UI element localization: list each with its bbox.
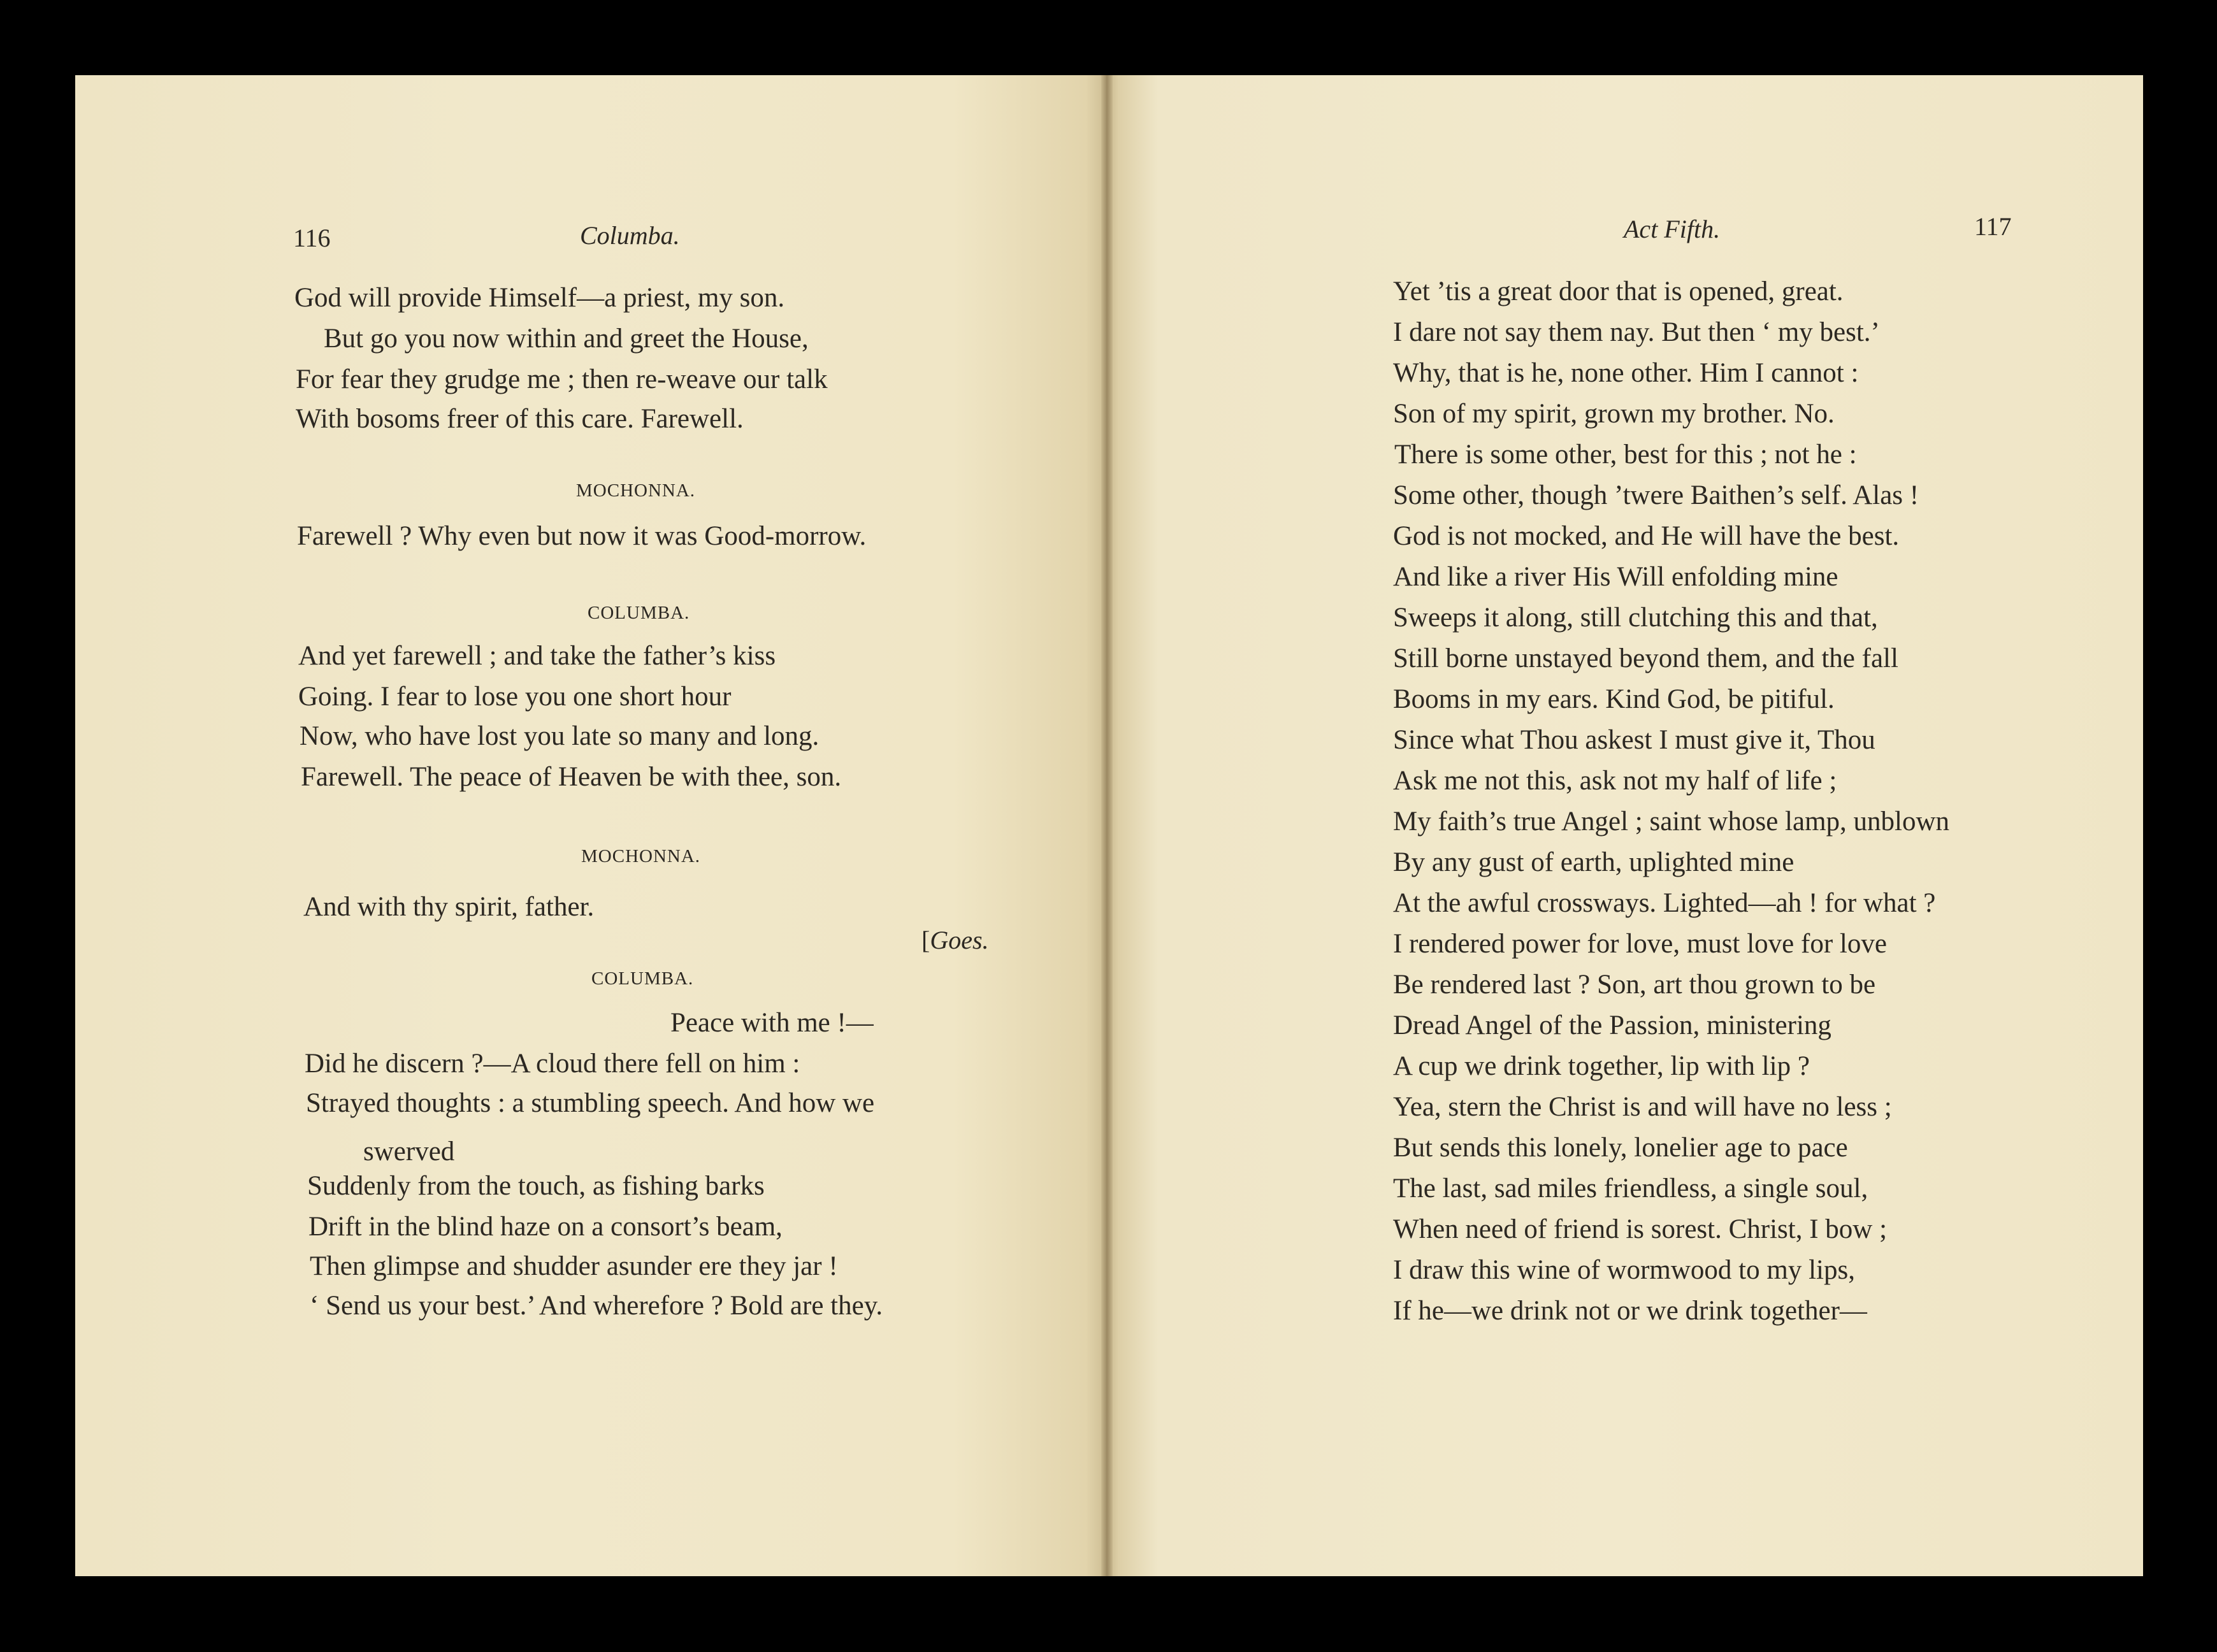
- page-number-left: 116: [293, 224, 331, 252]
- left-page: [75, 75, 1106, 1576]
- verse-line: ‘ Send us your best.’ And wherefore ? Bold are they.: [310, 1291, 883, 1321]
- verse-line: I rendered power for love, must love for love: [1393, 929, 1887, 959]
- verse-line: There is some other, best for this ; not he :: [1394, 440, 1857, 470]
- verse-line: By any gust of earth, uplighted mine: [1393, 847, 1795, 877]
- verse-line: My faith’s true Angel ; saint whose lamp, unblown: [1393, 807, 1950, 837]
- verse-line: Some other, though ’twere Baithen’s self. Alas !: [1393, 480, 1919, 510]
- open-book: [75, 75, 2143, 1576]
- verse-line: Did he discern ?—A cloud there fell on him :: [305, 1049, 800, 1079]
- page-number-right: 117: [1974, 212, 2012, 241]
- verse-line: Booms in my ears. Kind God, be pitiful.: [1393, 684, 1835, 714]
- verse-line: Farewell. The peace of Heaven be with thee, son.: [301, 762, 842, 792]
- verse-line: But sends this lonely, lonelier age to pace: [1393, 1133, 1848, 1163]
- verse-line: Going. I fear to lose you one short hour: [298, 682, 732, 712]
- right-page: [1106, 75, 2143, 1576]
- verse-line: Farewell ? Why even but now it was Good-morrow.: [297, 521, 867, 551]
- verse-line: Now, who have lost you late so many and long.: [300, 721, 820, 751]
- verse-line: If he—we drink not or we drink together—: [1393, 1296, 1867, 1326]
- speaker-name: COLUMBA.: [588, 603, 690, 623]
- verse-line: Peace with me !—: [670, 1008, 874, 1038]
- verse-line: Strayed thoughts : a stumbling speech. And how we: [306, 1088, 875, 1118]
- verse-line: Then glimpse and shudder asunder ere they jar !: [310, 1251, 838, 1281]
- verse-line: Sweeps it along, still clutching this and that,: [1393, 603, 1878, 633]
- verse-line: And yet farewell ; and take the father’s kiss: [298, 641, 776, 671]
- verse-line: When need of friend is sorest. Christ, I bow ;: [1393, 1214, 1888, 1244]
- running-head-left: Columba.: [580, 221, 680, 250]
- verse-line: But go you now within and greet the House,: [324, 324, 809, 354]
- stage-direction: [Goes.: [921, 926, 989, 954]
- verse-line: And like a river His Will enfolding mine: [1393, 562, 1838, 592]
- verse-line: Since what Thou askest I must give it, Thou: [1393, 725, 1875, 755]
- stage-direction-text: Goes.: [930, 926, 989, 954]
- book-gutter: [1101, 75, 1113, 1576]
- verse-line: A cup we drink together, lip with lip ?: [1393, 1051, 1810, 1081]
- verse-line: Be rendered last ? Son, art thou grown to be: [1393, 970, 1876, 1000]
- verse-line: And with thy spirit, father.: [303, 892, 595, 922]
- verse-line: Yea, stern the Christ is and will have no less ;: [1393, 1092, 1892, 1122]
- verse-line: Why, that is he, none other. Him I cannot :: [1393, 358, 1859, 388]
- verse-line: Yet ’tis a great door that is opened, great.: [1393, 277, 1844, 306]
- speaker-name: COLUMBA.: [591, 968, 694, 989]
- verse-line: swerved: [363, 1137, 455, 1167]
- verse-line: Son of my spirit, grown my brother. No.: [1393, 399, 1835, 429]
- verse-line: God will provide Himself—a priest, my son.: [294, 283, 785, 313]
- running-head-right: Act Fifth.: [1624, 215, 1721, 243]
- speaker-name: MOCHONNA.: [581, 846, 701, 866]
- verse-line: Ask me not this, ask not my half of life ;: [1393, 766, 1837, 796]
- verse-line: Still borne unstayed beyond them, and the fall: [1393, 643, 1898, 673]
- verse-line: I dare not say them nay. But then ‘ my best.’: [1393, 317, 1880, 347]
- verse-line: God is not mocked, and He will have the best.: [1393, 521, 1900, 551]
- verse-line: Dread Angel of the Passion, ministering: [1393, 1010, 1831, 1040]
- speaker-name: MOCHONNA.: [576, 480, 696, 501]
- verse-line: The last, sad miles friendless, a single soul,: [1393, 1174, 1868, 1203]
- verse-line: Drift in the blind haze on a consort’s beam,: [308, 1212, 783, 1242]
- verse-line: At the awful crossways. Lighted—ah ! for what ?: [1393, 888, 1936, 918]
- verse-line: I draw this wine of wormwood to my lips,: [1393, 1255, 1855, 1285]
- verse-line: For fear they grudge me ; then re-weave our talk: [296, 364, 828, 394]
- verse-line: With bosoms freer of this care. Farewell.: [296, 404, 744, 434]
- verse-line: Suddenly from the touch, as fishing barks: [307, 1171, 765, 1201]
